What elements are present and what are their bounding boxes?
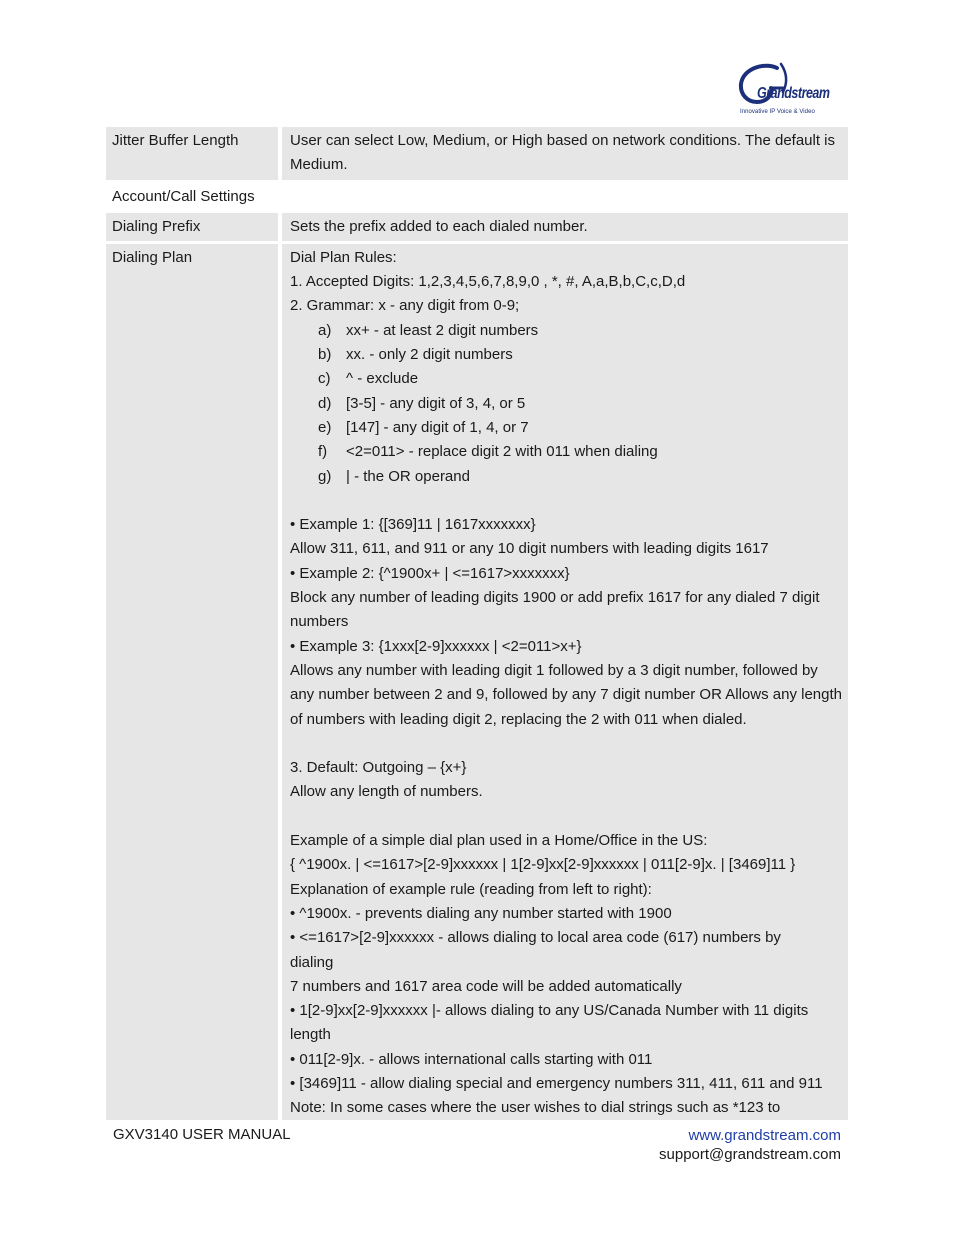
spacer xyxy=(290,489,844,513)
desc-line: 2. Grammar: x - any digit from 0-9; xyxy=(290,297,520,315)
list-text: [147] - any digit of 1, 4, or 7 xyxy=(346,418,529,436)
list-text: xx. - only 2 digit numbers xyxy=(346,346,513,364)
row-description: Sets the prefix added to each dialed number. xyxy=(282,213,848,241)
table-row-dialing-prefix xyxy=(106,213,848,241)
settings-table xyxy=(106,127,848,1123)
list-marker: g) xyxy=(318,467,332,485)
grammar-item xyxy=(290,465,844,489)
explanation-bullet-cont: 7 numbers and 1617 area code will be added automatically xyxy=(290,977,682,995)
footer-website-link[interactable]: www.grandstream.com xyxy=(688,1127,841,1144)
list-marker: a) xyxy=(318,321,332,339)
row-label: Dialing Plan xyxy=(106,244,278,1120)
list-text: [3-5] - any digit of 3, 4, or 5 xyxy=(346,394,526,412)
grammar-item xyxy=(290,343,844,367)
note-text: Note: In some cases where the user wishes to dial strings such as *123 to xyxy=(290,1099,781,1117)
table-row-section-header xyxy=(106,183,848,211)
explanation-bullet: • [3469]11 - allow dialing special and emergency numbers 311, 411, 611 and 911 xyxy=(290,1074,823,1092)
explanation-bullet: • 1[2-9]xx[2-9]xxxxxx |- allows dialing to any US/Canada Number with 11 digits length xyxy=(290,1002,809,1044)
example-3-desc: Allows any number with leading digit 1 followed by a 3 digit number, followed by any number between 2 and 9, followed by any 7 digit number OR Allows any length of numbers with leading digit 2, replacing the 2 with 011 when dialed. xyxy=(290,661,842,728)
list-text: <2=011> - replace digit 2 with 011 when dialing xyxy=(346,443,658,461)
table-row-jitter-buffer xyxy=(106,127,848,180)
explanation-intro: Explanation of example rule (reading from left to right): xyxy=(290,880,652,898)
table-row-dialing-plan xyxy=(106,244,848,1120)
logo-tagline: Innovative IP Voice & Video xyxy=(740,109,815,115)
grammar-item xyxy=(290,416,844,440)
example-2-desc: Block any number of leading digits 1900 or add prefix 1617 for any dialed 7 digit numbers xyxy=(290,589,820,631)
list-marker: b) xyxy=(318,346,332,364)
explanation-bullet: • <=1617>[2-9]xxxxxx - allows dialing to local area code (617) numbers by dialing xyxy=(290,929,781,971)
row-description: User can select Low, Medium, or High based on network conditions. The default is Medium. xyxy=(282,127,848,180)
default-rule: 3. Default: Outgoing – {x+} xyxy=(290,759,467,777)
footer-support-email[interactable]: support@grandstream.com xyxy=(659,1146,841,1163)
list-marker: f) xyxy=(318,443,328,461)
section-header-label: Account/Call Settings xyxy=(112,187,255,205)
desc-line: 1. Accepted Digits: 1,2,3,4,5,6,7,8,9,0 , *, #, A,a,B,b,C,c,D,d xyxy=(290,273,686,291)
list-text: ^ - exclude xyxy=(346,370,419,388)
explanation-bullet: • 011[2-9]x. - allows international calls starting with 011 xyxy=(290,1050,653,1068)
simple-example-intro: Example of a simple dial plan used in a Home/Office in the US: xyxy=(290,832,708,850)
desc-line: Dial Plan Rules: xyxy=(290,248,397,266)
section-header-desc xyxy=(282,183,848,211)
footer-contact xyxy=(659,1126,841,1164)
spacer xyxy=(290,732,844,756)
example-2: • Example 2: {^1900x+ | <=1617>xxxxxxx} xyxy=(290,564,570,582)
example-1: • Example 1: {[369]11 | 1617xxxxxxx} xyxy=(290,516,536,534)
grandstream-logo xyxy=(737,62,839,120)
list-text: | - the OR operand xyxy=(346,467,470,485)
grammar-item xyxy=(290,367,844,391)
logo-brand-text: Grandstream xyxy=(757,85,830,102)
default-desc: Allow any length of numbers. xyxy=(290,783,483,801)
footer-manual-title: GXV3140 USER MANUAL xyxy=(113,1126,291,1143)
list-marker: c) xyxy=(318,370,331,388)
example-3: • Example 3: {1xxx[2-9]xxxxxx | <2=011>x+} xyxy=(290,637,582,655)
list-text: xx+ - at least 2 digit numbers xyxy=(346,321,539,339)
explanation-bullet: • ^1900x. - prevents dialing any number started with 1900 xyxy=(290,904,672,922)
list-marker: e) xyxy=(318,418,332,436)
grammar-item xyxy=(290,319,844,343)
row-description xyxy=(282,244,848,1120)
simple-example-rule: { ^1900x. | <=1617>[2-9]xxxxxx | 1[2-9]xx[2-9]xxxxxx | 011[2-9]x. | [3469]11 } xyxy=(290,856,796,874)
list-marker: d) xyxy=(318,394,332,412)
spacer xyxy=(290,805,844,829)
grammar-item xyxy=(290,392,844,416)
example-1-desc: Allow 311, 611, and 911 or any 10 digit numbers with leading digits 1617 xyxy=(290,540,769,558)
row-label: Jitter Buffer Length xyxy=(106,127,278,180)
grammar-item xyxy=(290,440,844,464)
row-label: Dialing Prefix xyxy=(106,213,278,241)
